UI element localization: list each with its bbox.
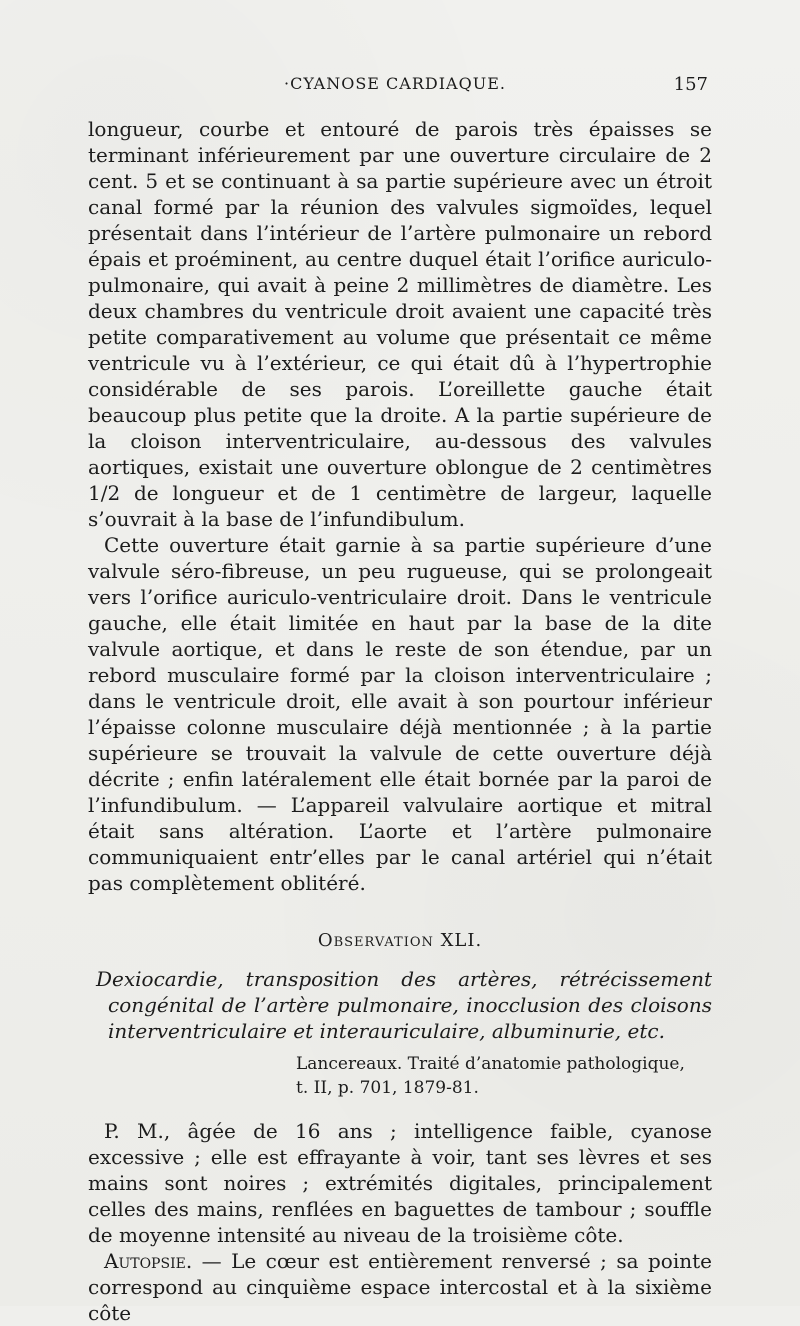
continued-paragraph: longueur, courbe et entouré de parois très épaisses se terminant inférieurement par une ouverture circulaire de 2 cent. 5 et se continuant à sa partie supérieure avec un étroit canal formé par la réunion des valvules sigmoïdes, lequel présentait dans l’intérieur de l’artère pulmonaire un rebord épais et proéminent, au centre duquel était l’orifice auriculo-pulmonaire, qui avait à peine 2 millimètres de diamètre. Les deux chambres du ventricule droit avaient une capacité très petite comparativement au volume que présentait ce même ventricule vu à l’extérieur, ce qui était dû à l’hypertrophie considérable de ses parois. L’oreillette gauche était beaucoup plus petite que la droite. A la partie supérieure de la cloison interventriculaire, au-dessous des valvules aortiques, existait une ouverture oblongue de 2 centimètres 1/2 de longueur et de 1 centimètre de largeur, laquelle s’ouvrait à la base de l’infundibulum. <box>88 117 712 531</box>
autopsy-text: — Le cœur est entièrement renversé ; sa pointe correspond au cinquième espace intercostal et à la sixième côte <box>88 1249 712 1325</box>
reference-block <box>296 1052 712 1100</box>
reference-line-2: t. II, p. 701, 1879-81. <box>296 1078 479 1098</box>
page-header <box>0 74 800 102</box>
observation-title: Observation XLI. <box>317 930 483 951</box>
page-body <box>88 116 712 1326</box>
italic-summary: Dexiocardie, transposition des artères, rétrécissement congénital de l’artère pulmonaire, inocclusion des cloisons interventriculaire et interauriculaire, albuminurie, etc. <box>96 967 712 1043</box>
opening-paragraph: Cette ouverture était garnie à sa partie supérieure d’une valvule séro-fibreuse, un peu rugueuse, qui se prolongeait vers l’orifice auriculo-ventriculaire droit. Dans le ventricule gauche, elle était limitée en haut par la base de la dite valvule aortique, et dans le reste de son étendue, par un rebord musculaire formé par la cloison interventriculaire ; dans le ventricule droit, elle avait à son pourtour inférieur l’épaisse colonne musculaire déjà mentionnée ; à la partie supérieure se trouvait la valvule de cette ouverture déjà décrite ; enfin latéralement elle était bornée par la paroi de l’infundibulum. — L’appareil valvulaire aortique et mitral était sans altération. L’aorte et l’artère pulmonaire communiquaient entr’elles par le canal artériel qui n’était pas complètement oblitéré. <box>88 533 712 895</box>
page-number: 157 <box>673 74 708 95</box>
autopsy-paragraph <box>88 1248 712 1326</box>
case-paragraph: P. M., âgée de 16 ans ; intelligence faible, cyanose excessive ; elle est effrayante à voir, tant ses lèvres et ses mains sont noires ; extrémités digitales, principalement celles des mains, renflées en baguettes de tambour ; souffle de moyenne intensité au niveau de la troisième côte. <box>88 1119 712 1247</box>
case-description-block <box>88 1118 712 1326</box>
autopsy-label: Autopsie. <box>104 1249 193 1273</box>
reference-line-1: Lancereaux. Traité d’anatomie pathologique, <box>296 1054 685 1074</box>
italic-summary-block <box>96 966 712 1044</box>
running-title: ·CYANOSE CARDIAQUE. <box>284 74 506 93</box>
